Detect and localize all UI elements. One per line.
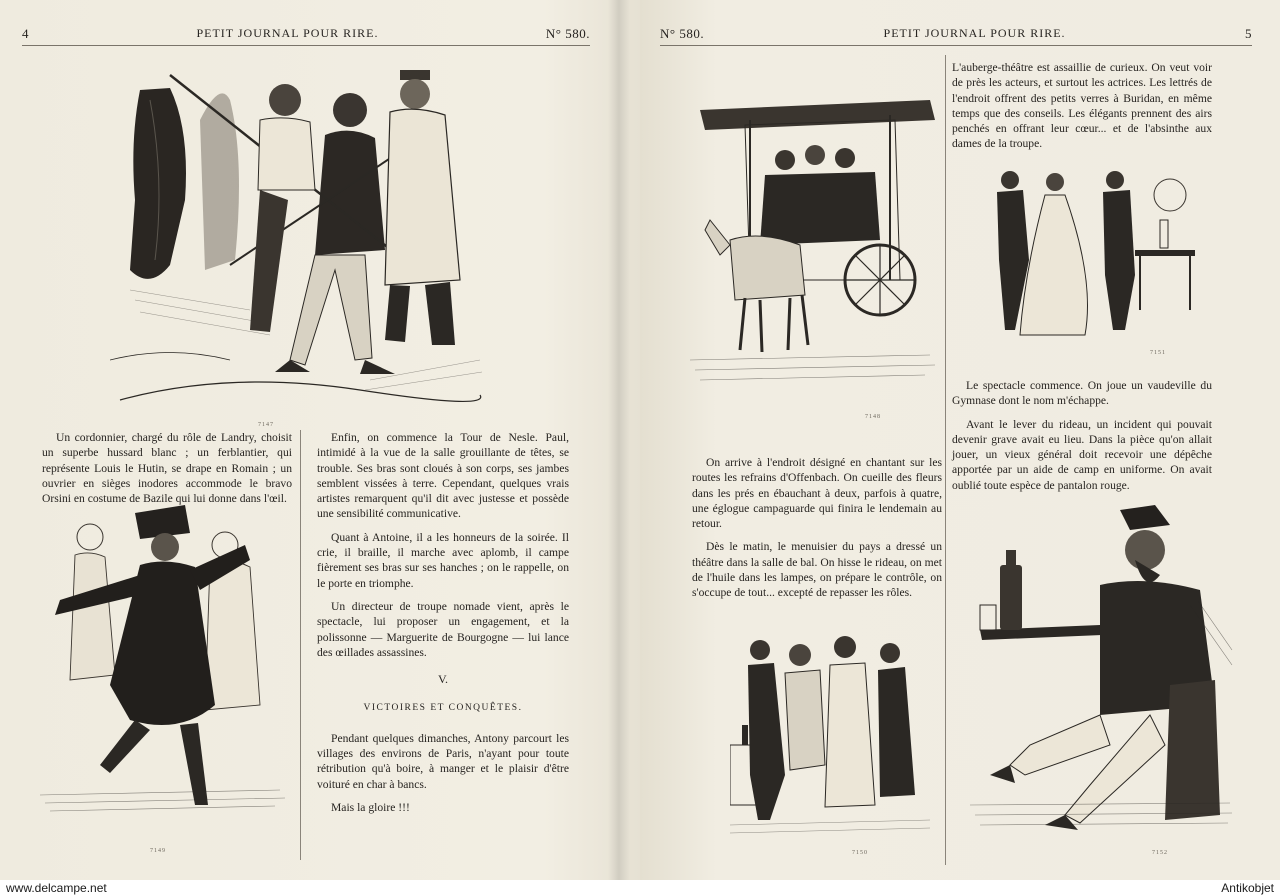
issue-number: N° 580. <box>545 25 590 41</box>
page-number: 4 <box>22 25 29 41</box>
watermark-right: Antikobjet <box>1221 881 1274 895</box>
left-page-header <box>22 22 590 46</box>
paragraph: Un directeur de troupe nomade vient, après le spectacle, lui proposer un engagement, et la polissonne — Marguerite de Bourgogne — lui lance des œillades assassines. <box>317 599 569 659</box>
right-page-column-1 <box>692 455 942 609</box>
plate-number: 7149 <box>150 848 166 854</box>
plate-number: 7147 <box>258 422 274 428</box>
plate-number: 7151 <box>1150 350 1166 356</box>
page-number: 5 <box>1244 25 1252 41</box>
book-gutter <box>608 0 630 880</box>
left-page <box>0 0 640 880</box>
section-title: VICTOIRES ET CONQUÊTES. <box>363 703 523 714</box>
paragraph: L'auberge-théâtre est assaillie de curieux. On veut voir de près les acteurs, et surtout les actrices. Les lettrés de l'endroit offrent des petits verres à Buridan, en même temps que des conseils. Les élégants prennent des airs penchés en offrant leur cœur... et de l'absinthe aux dames de la troupe. <box>952 61 1212 151</box>
column-rule <box>300 430 301 860</box>
plate-number: 7150 <box>852 850 868 856</box>
left-page-column-2 <box>317 430 569 823</box>
plate-number: 7152 <box>1152 850 1168 856</box>
issue-number: N° 580. <box>660 25 705 41</box>
paragraph: Enfin, on commence la Tour de Nesle. Paul, intimidé à la vue de la salle grouillante de têtes, se trouble. Ses bras sont cloués à son corps, ses jambes semblent vissées à terre. Cependant, quelques vrais artistes remarquent qu'il dit avec justesse et possède une sensibilité communicative. <box>317 431 569 521</box>
left-page-column-1 <box>42 430 292 514</box>
paragraph: Un cordonnier, chargé du rôle de Landry, choisit un superbe hussard blanc ; un ferblantier, qui représente Louis le Hutin, se drape en Romain ; un ouvrier en sièges inodores accommode le bravo Orsini en costume de Bazile qui lui donne dans l'œil. <box>42 431 292 506</box>
illustration-dancing-actor <box>40 505 290 835</box>
watermark-left: www.delcampe.net <box>6 881 107 895</box>
right-page <box>640 0 1280 880</box>
right-page-column-2-top <box>952 60 1212 160</box>
illustration-seated-general <box>970 505 1235 840</box>
journal-title: PETIT JOURNAL POUR RIRE. <box>196 26 379 40</box>
paragraph: Pendant quelques dimanches, Antony parcourt les villages des environs de Paris, n'ayant pour toute rétribution qu'à boire, à manger et le plaisir d'être voituré en char à bancs. <box>317 731 569 791</box>
column-rule <box>945 55 946 865</box>
paragraph: Dès le matin, le menuisier du pays a dressé un théâtre dans la salle de bal. On hisse le rideau, on met de l'huile dans les lampes, on prépare le contrôle, on s'occupe de tout... excepté de repasser les rôles. <box>692 540 942 600</box>
plate-number: 7148 <box>865 414 881 420</box>
illustration-tavern-group <box>730 625 930 840</box>
journal-title: PETIT JOURNAL POUR RIRE. <box>883 26 1066 40</box>
section-number: V. <box>437 672 449 687</box>
right-page-header <box>660 22 1252 46</box>
paragraph: Le spectacle commence. On joue un vaudeville du Gymnase dont le nom m'échappe. <box>952 379 1212 408</box>
right-page-column-2-mid <box>952 378 1212 501</box>
paragraph: Mais la gloire !!! <box>331 800 410 814</box>
illustration-salon-scene <box>985 160 1210 340</box>
paragraph: On arrive à l'endroit désigné en chantant sur les routes les refrains d'Offenbach. On cueille des fleurs dans les prés en ébauchant à deux, parfois à quatre, une églogue campaguarde qui finira le lendemain au retour. <box>692 456 942 531</box>
paragraph: Avant le lever du rideau, un incident qui pouvait devenir grave avait eu lieu. Dans la pièce qu'on allait jouer, un vieux général doit recevoir une dépêche apportée par un aide de camp en uniforme. On avait oublié toute espèce de pantalon rouge. <box>952 417 1212 492</box>
illustration-char-a-bancs <box>690 80 940 410</box>
illustration-costume-fitting <box>110 60 490 415</box>
paragraph: Quant à Antoine, il a les honneurs de la soirée. Il crie, il braille, il marche avec aplomb, il campe fièrement ses bras sur ses hanches ; on le rappelle, on le porte en triomphe. <box>317 530 569 590</box>
watermark-bar <box>0 880 1280 896</box>
